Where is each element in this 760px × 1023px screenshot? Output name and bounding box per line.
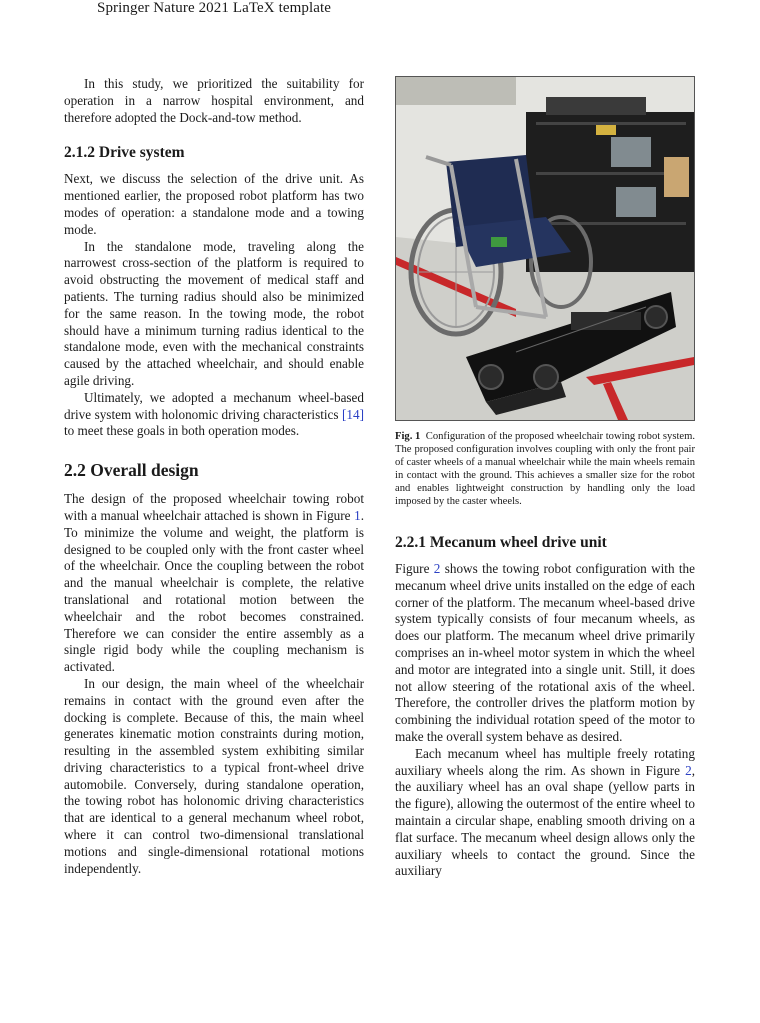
paragraph-drive-1: Next, we discuss the selection of the drive unit. As mentioned earlier, the proposed robot platform has two modes of operation: a standalone mode and a towing mode. — [64, 171, 364, 237]
running-head: Springer Nature 2021 LaTeX template — [97, 0, 332, 16]
paragraph-drive-3-text-a: Ultimately, we adopted a mechanum wheel-based drive system with holonomic driving characteristics — [64, 389, 364, 422]
paragraph-overall-1-text-a: The design of the proposed wheelchair towing robot with a manual wheelchair attached is shown in Figure — [64, 491, 364, 523]
figure-1-caption — [395, 430, 695, 508]
figure-ref-link-2a[interactable]: 2 — [433, 561, 441, 576]
section-heading-overall-design: 2.2 Overall design — [64, 460, 199, 481]
paragraph-overall-2: In our design, the main wheel of the wheelchair remains in contact with the ground even after the docking is complete. Because of this, the main wheel generates kinematic motion constraints during motion, resulting in the assembled system exhibiting similar driving characteristics to a typical front-wheel drive automobile. Conversely, during standalone operation, the towing robot has holonomic driving characteristics that are identical to a general mechanum wheel robot, where it can control two-dimensional translational motions and single-dimensional rotational motions independently. — [64, 675, 364, 876]
paragraph-overall-1 — [64, 491, 364, 676]
paragraph-drive-3 — [64, 390, 364, 440]
paragraph-mecanum-1-text-b: shows the towing robot configuration with the mecanum wheel drive units installed on the edge of each corner of the platform. The mecanum wheel-based drive system typically consists of four mecanum wheels, as does our platform. The mecanum wheel drive primarily comprises an in-wheel motor system in which the wheel and motor are integrated into a single unit. Still, it does not allow steering of the rotational axis of the wheel. Therefore, the controller drives the platform motion by combining the individual rotation speed of the motor to make the overall system behave as desired. — [395, 561, 696, 744]
section-heading-drive-system: 2.1.2 Drive system — [64, 144, 185, 162]
paragraph-mecanum-2-text-b: , the auxiliary wheel has an oval shape (yellow parts in the figure), allowing the outermost of the entire wheel to maintain a circular shape, enabling smooth driving on a flat surface. The mecanum wheel design allows only the auxiliary wheels to contact the ground. Since the auxiliary — [395, 762, 695, 879]
right-column — [395, 76, 695, 880]
figure-1-photo — [395, 76, 695, 421]
paragraph-drive-3-text-b: to meet these goals in both operation modes. — [64, 423, 300, 439]
paragraph-mecanum-1-text-a: Figure — [395, 561, 434, 576]
wheelchair-robot-illustration — [396, 77, 694, 420]
paragraph-intro: In this study, we prioritized the suitability for operation in a narrow hospital environment, and therefore adopted the Dock-and-tow method. — [64, 76, 364, 125]
citation-link-14[interactable]: [14] — [342, 406, 364, 422]
paragraph-mecanum-2 — [395, 746, 695, 880]
paragraph-mecanum-1 — [395, 561, 695, 746]
figure-ref-link-2b[interactable]: 2 — [685, 762, 692, 778]
figure-1-label: Fig. 1 — [395, 431, 421, 442]
figure-1-caption-text: Configuration of the proposed wheelchair towing robot system. The proposed configuration involves coupling with only the front pair of caster wheels of a manual wheelchair while the main wheels remain in contact with the ground. This achieves a smaller size for the robot and enables lightweight construction by handling only the load imposed by the caster wheels. — [395, 431, 695, 507]
paragraph-overall-1-text-b: . To minimize the volume and weight, the platform is designed to be coupled only with the front caster wheel of the wheelchair. Once the coupling between the robot and the manual wheelchair is complete, the relative translational and rotational motion between the wheelchair and the robot becomes constrained. Therefore we can consider the entire assembly as a single rigid body while the coupling mechanism is activated. — [64, 507, 364, 675]
figure-ref-link-1[interactable]: 1 — [354, 507, 361, 523]
paragraph-drive-2: In the standalone mode, traveling along the narrowest cross-section of the platform is required to avoid obstructing the movement of medical staff and patients. The turning radius should also be minimized for the same reason. In the towing mode, the robot should have a minimum turning radius identical to the standalone mode, even with the mechanical constraints caused by the attached wheelchair, and should enable agile driving. — [64, 238, 364, 388]
left-column — [64, 76, 364, 877]
paragraph-mecanum-2-text-a: Each mecanum wheel has multiple freely rotating auxiliary wheels along the rim. As shown in Figure — [395, 745, 695, 778]
section-heading-mecanum: 2.2.1 Mecanum wheel drive unit — [395, 534, 607, 551]
